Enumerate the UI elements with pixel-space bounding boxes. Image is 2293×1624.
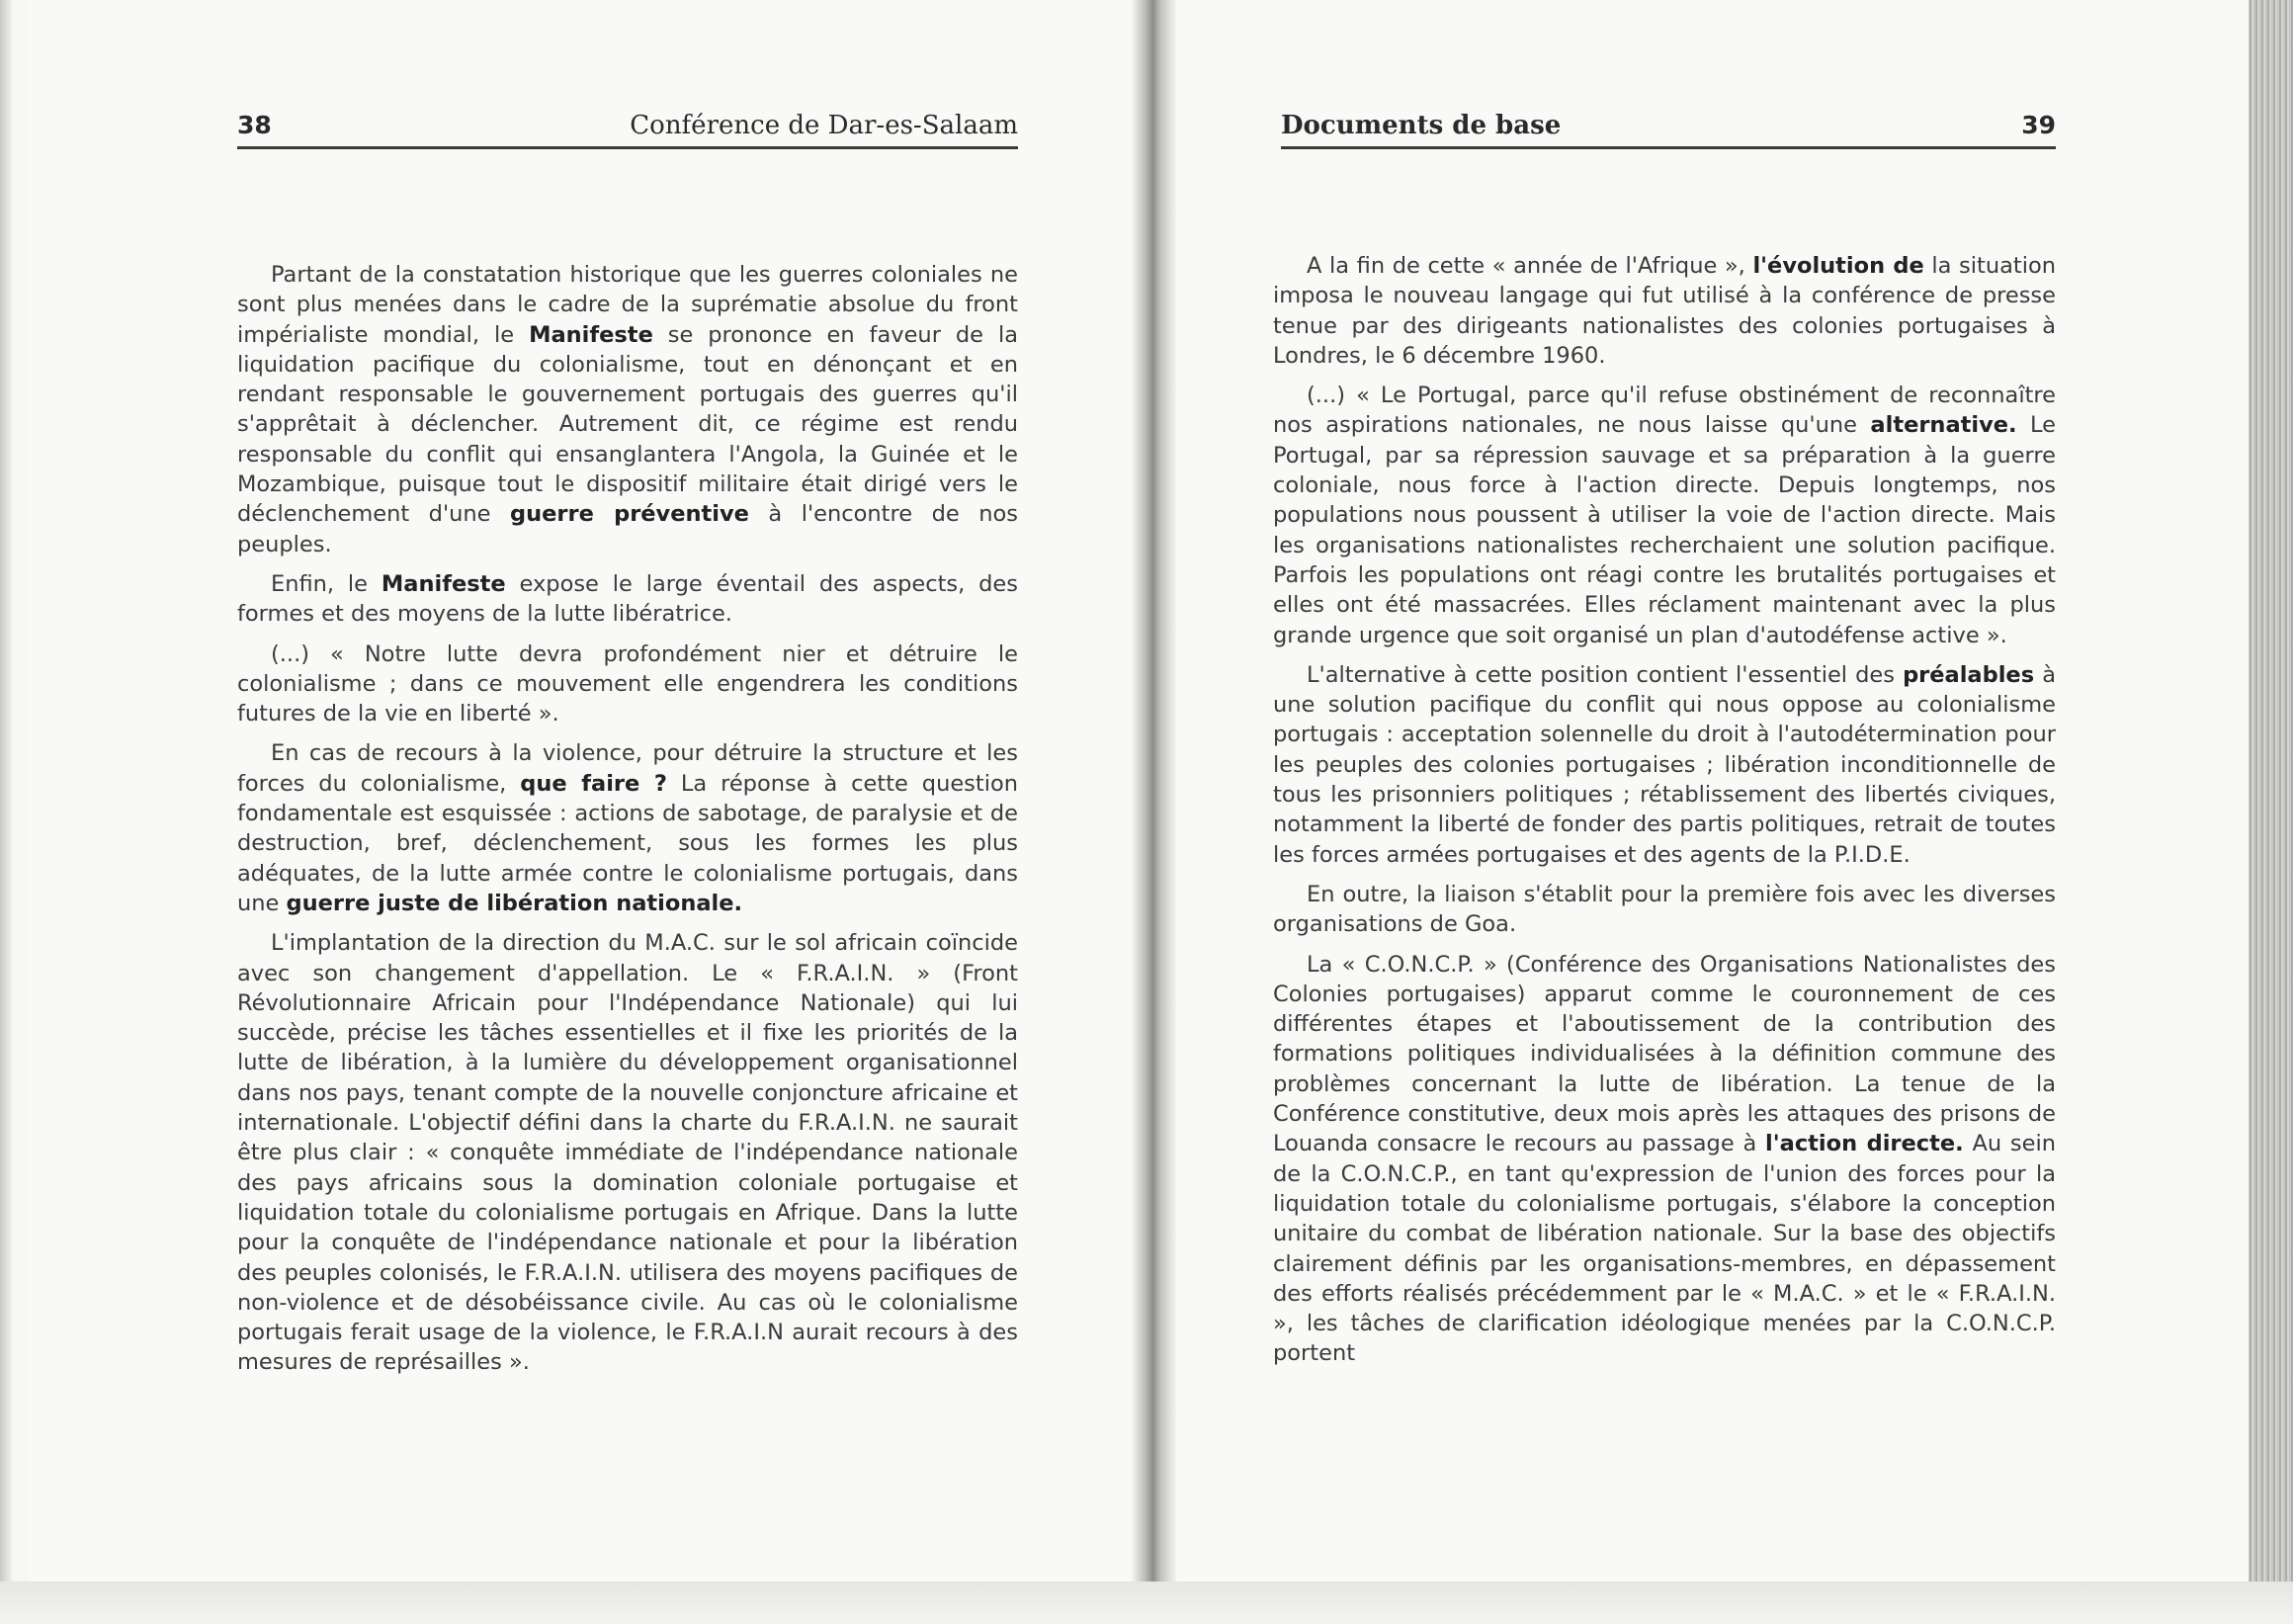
text-run: la situation imposa le nouveau langage qui fut utilisé à la conférence de presse tenue par des dirigeants nationalistes des colonies portugaises à Londres, le 6 décembre 1960. xyxy=(1273,253,2056,369)
bold-phrase: alternative. xyxy=(1870,412,2017,439)
text-run: La réponse à cette question fondamentale est esquissée : actions de sabotage, de paralysie et de destruction, bref, déclenchement, sous les formes les plus adéquates, de la lutte armée contre le colonialisme portugais, dans une xyxy=(237,770,1018,916)
paragraph xyxy=(237,928,1018,1377)
bold-phrase: préalables xyxy=(1903,661,2035,688)
text-run: A la fin de cette « année de l'Afrique », xyxy=(1307,253,1753,279)
paragraph xyxy=(1273,880,2056,940)
bold-phrase: guerre juste de libération nationale. xyxy=(286,890,743,916)
text-run: Le Portugal, par sa répression sauvage et sa préparation à la guerre coloniale, nous force à l'action directe. Depuis longtemps, nos populations nous poussent à utiliser la voie de l'action directe. Mais les organisations nationalistes recherchaient une solution pacifique. Parfois les populations ont réagi contre les brutalités portugaises et elles ont été massacrées. Elles réclament maintenant avec la plus grande urgence que soit organisé un plan d'autodéfense active ». xyxy=(1273,412,2056,648)
text-run: à une solution pacifique du conflit qui nous oppose au colonialisme portugais : acceptation solennelle du droit à l'autodétermination pour les peuples des colonies portugaises ; libération inconditionnelle de tous les prisonniers politiques ; rétablissement des libertés civiques, notamment la liberté de fonder des partis politiques, retrait de toutes les forces armées portugaises et des agents de la P.I.D.E. xyxy=(1273,661,2056,868)
running-title: Documents de base xyxy=(1281,111,1562,140)
paragraph xyxy=(237,738,1018,918)
paragraph xyxy=(1273,381,2056,650)
binding-gutter xyxy=(1132,0,1176,1624)
text-run: se prononce en faveur de la liquidation pacifique du colonialisme, tout en dénonçant et en rendant responsable le gouvernement portugais des guerres qu'il s'apprêtait à déclencher. Autrement dit, ce régime est rendu responsable du conflit qui ensanglantera l'Angola, la Guinée et le Mozambique, puisque tout le dispositif militaire était dirigé vers le déclenchement d'une xyxy=(237,321,1018,528)
right-running-head xyxy=(1281,107,2056,149)
page-number: 39 xyxy=(2021,111,2056,139)
text-run: expose le large éventail des aspects, des formes et des moyens de la lutte libératrice. xyxy=(237,570,1018,628)
paragraph xyxy=(237,260,1018,559)
text-run: En outre, la liaison s'établit pour la première fois avec les diverses organisations de Goa. xyxy=(1273,881,2056,938)
text-run: (...) « Notre lutte devra profondément nier et détruire le colonialisme ; dans ce mouvement elle engendrera les conditions futures de la vie en liberté ». xyxy=(237,641,1018,727)
page-edge-left xyxy=(0,0,12,1624)
paragraph xyxy=(1273,251,2056,371)
bold-phrase: Manifeste xyxy=(381,570,506,597)
bold-phrase: Manifeste xyxy=(529,321,653,348)
paragraph xyxy=(237,640,1018,729)
page-stack-edge xyxy=(2249,0,2293,1624)
bold-phrase: l'évolution de xyxy=(1752,253,1924,279)
paragraph xyxy=(1273,660,2056,870)
scan-bottom-margin xyxy=(0,1581,2293,1624)
text-run: Au sein de la C.O.N.C.P., en tant qu'expression de l'union des forces pour la liquidation totale du colonialisme portugais, s'élabore la conception unitaire du combat de libération nationale. Sur la base des objectifs clairement définis par les organisations-membres, en dépassement des efforts réalisés précédemment par le « M.A.C. » et le « F.R.A.I.N. », les tâches de clarification idéologique menées par la C.O.N.C.P. portent xyxy=(1273,1131,2056,1367)
paragraph xyxy=(1273,950,2056,1369)
running-title: Conférence de Dar-es-Salaam xyxy=(630,111,1018,140)
paragraph xyxy=(237,569,1018,630)
text-run: La « C.O.N.C.P. » (Conférence des Organisations Nationalistes des Colonies portugaises) apparut comme le couronnement de ces différentes étapes et l'aboutissement de la contribution des formations politiques individualisées à la définition commune des problèmes concernant la lutte de libération. La tenue de la Conférence constitutive, deux mois après les attaques des prisons de Louanda consacre le recours au passage à xyxy=(1273,951,2056,1157)
bold-phrase: guerre préventive xyxy=(510,501,749,528)
text-run: L'alternative à cette position contient l'essentiel des xyxy=(1307,661,1904,688)
text-run: En cas de recours à la violence, pour détruire la structure et les forces du colonialisme, xyxy=(237,740,1018,797)
right-body-text xyxy=(1273,251,2056,1379)
text-run: L'implantation de la direction du M.A.C. sur le sol africain coïncide avec son changement d'appellation. Le « F.R.A.I.N. » (Front Révolutionnaire Africain pour l'Indépendance Nationale) qui lui succède, précise les tâches essentielles et il fixe les priorités de la lutte de libération, à la lumière du développement organisationnel dans nos pays, tenant compte de la nouvelle conjoncture africaine et internationale. L'objectif défini dans la charte du F.R.A.I.N. ne saurait être plus clair : « conquête immédiate de l'indépendance nationale des pays africains sous la domination coloniale portugaise et liquidation totale du colonialisme portugais en Afrique. Dans la lutte pour la conquête de l'indépendance nationale et pour la libération des peuples colonisés, le F.R.A.I.N. utilisera des moyens pacifiques de non-violence et de désobéissance civile. Au cas où le colonialisme portugais ferait usage de la violence, le F.R.A.I.N aurait recours à des mesures de représailles ». xyxy=(237,930,1018,1376)
bold-phrase: l'action directe. xyxy=(1765,1131,1964,1157)
page-number: 38 xyxy=(237,111,272,139)
left-body-text xyxy=(237,260,1018,1388)
text-run: (...) « Le Portugal, parce qu'il refuse obstinément de reconnaître nos aspirations nationales, ne nous laisse qu'une xyxy=(1273,383,2056,439)
left-running-head xyxy=(237,107,1018,149)
text-run: Partant de la constatation historique que les guerres coloniales ne sont plus menées dans le cadre de la suprématie absolue du front impérialiste mondial, le xyxy=(237,262,1018,348)
text-run: Enfin, le xyxy=(271,570,382,597)
bold-phrase: que faire ? xyxy=(520,770,667,797)
text-run: à l'encontre de nos peuples. xyxy=(237,501,1018,557)
